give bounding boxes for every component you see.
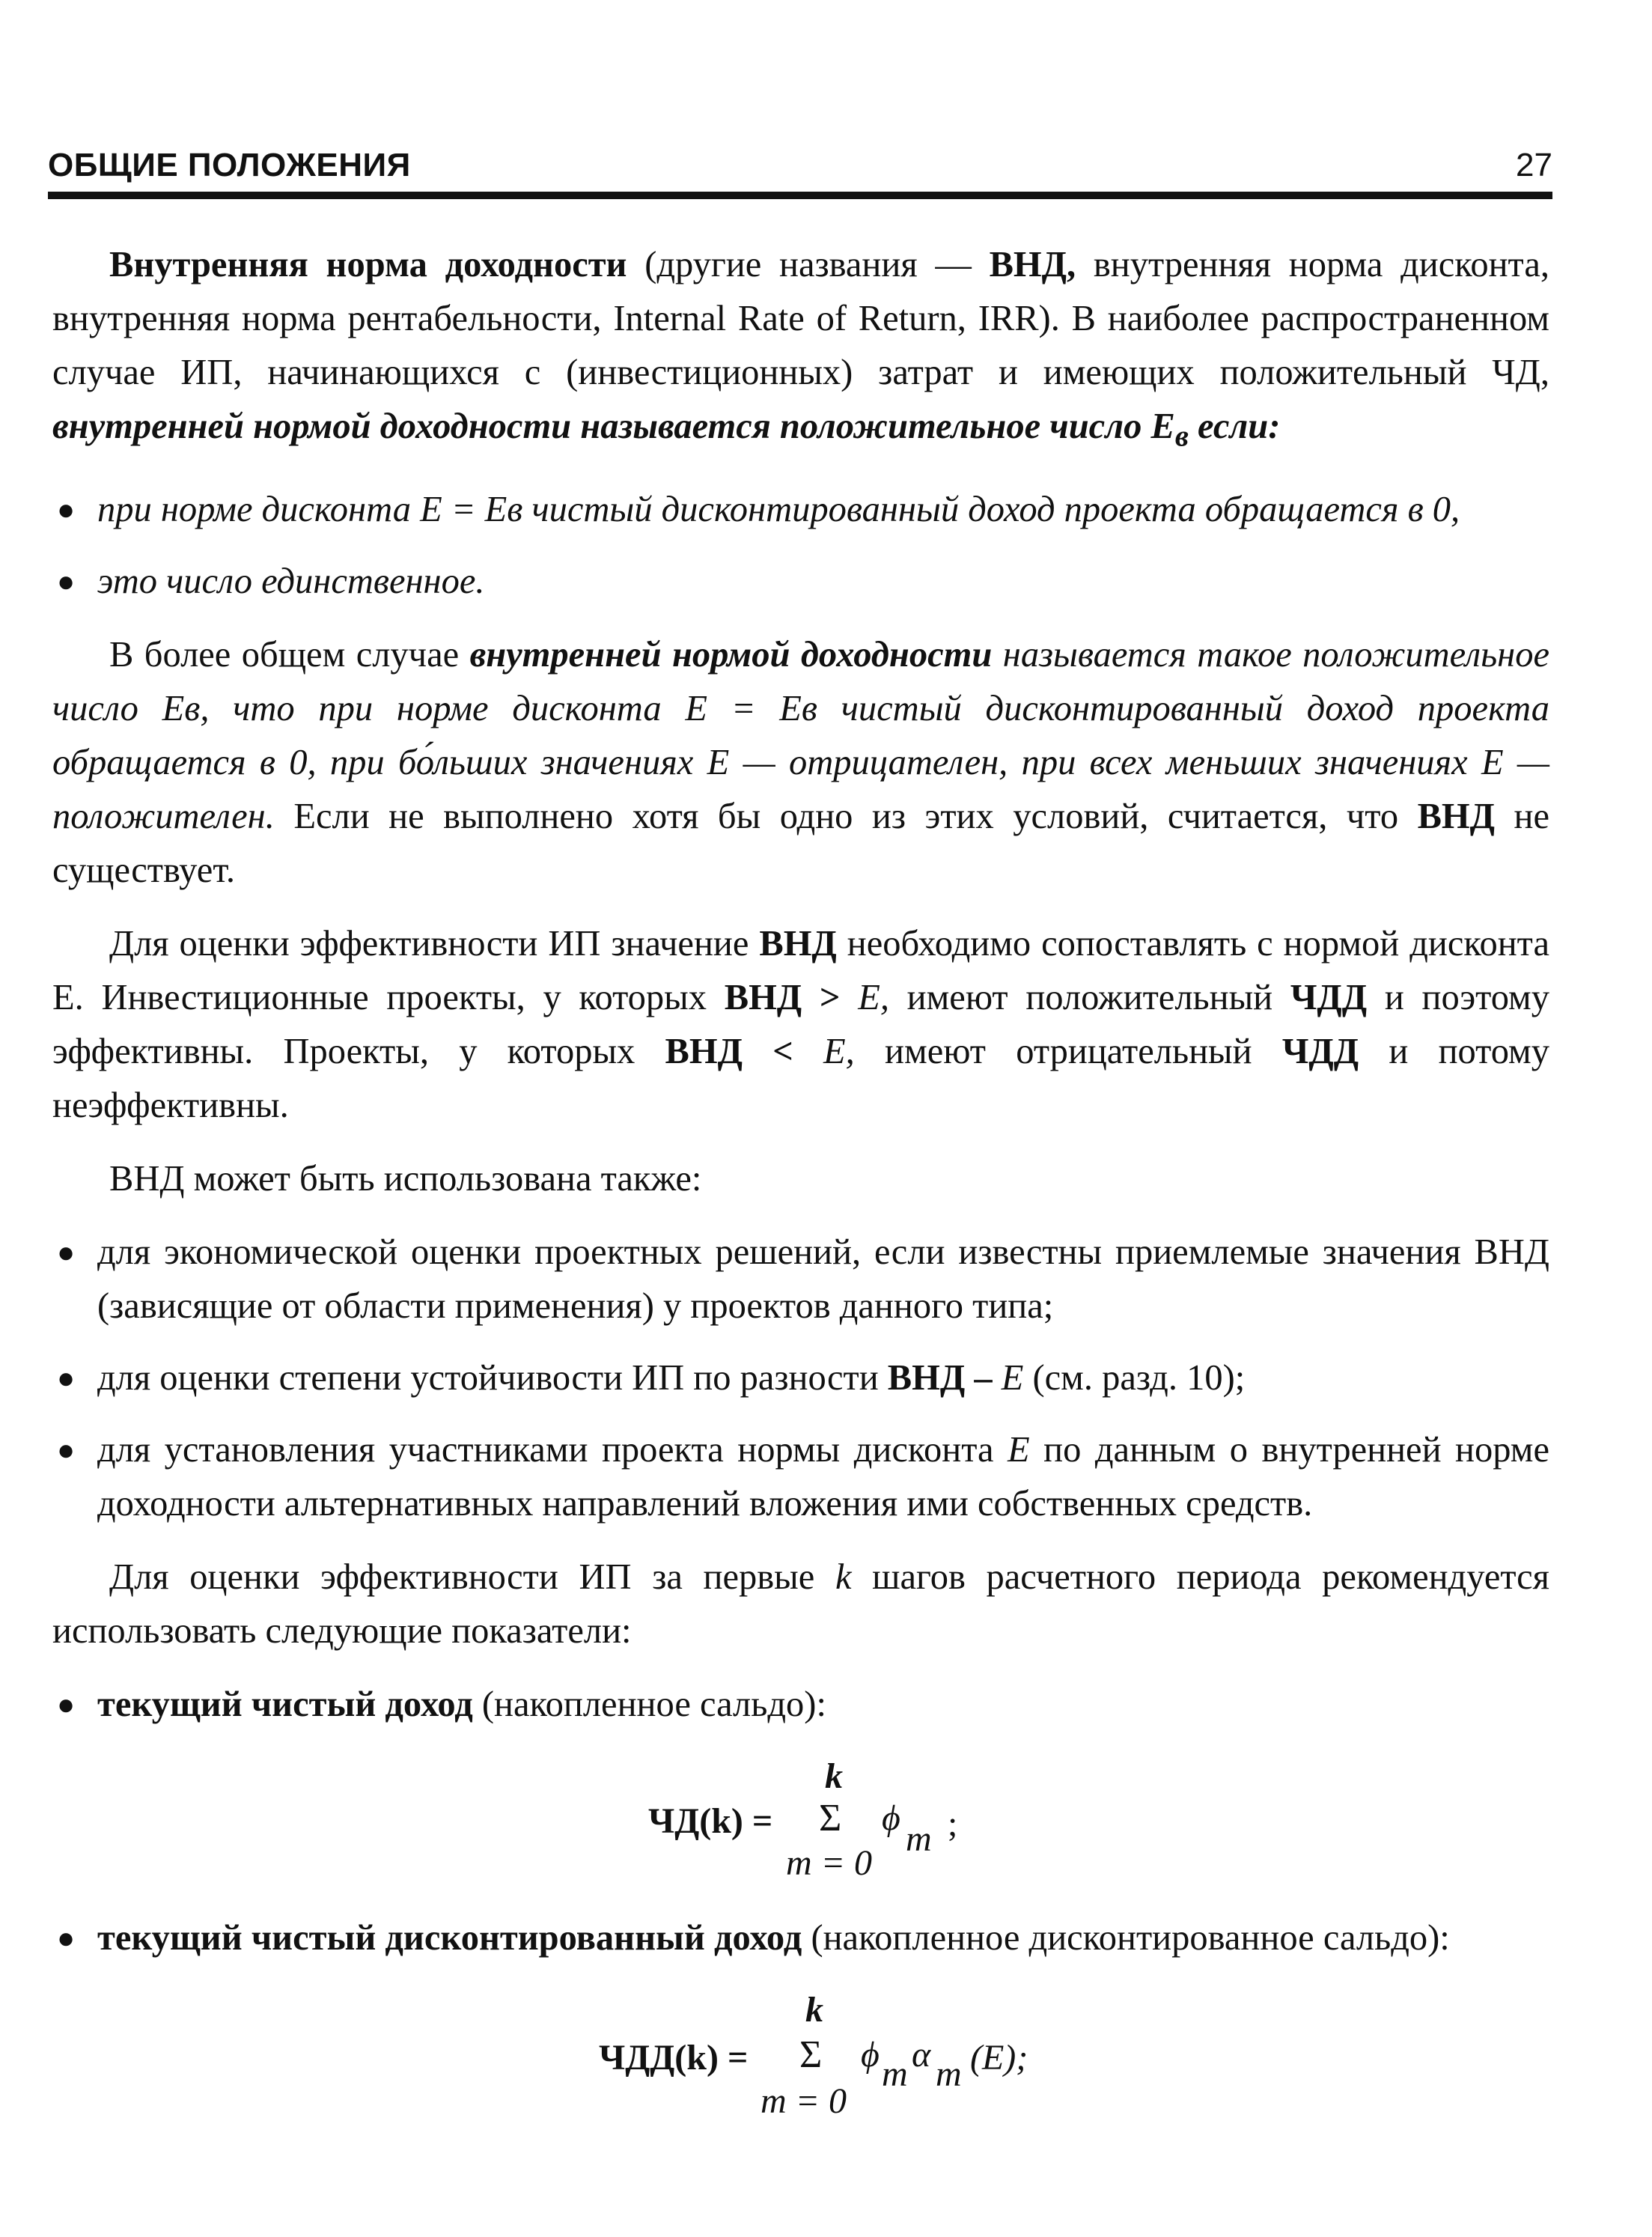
page-number: 27	[1516, 147, 1552, 183]
formula-subscript: m	[882, 2054, 908, 2094]
bullet-icon: ●	[57, 1235, 76, 1269]
page-body	[52, 238, 1549, 2145]
phi-symbol: ϕ	[882, 1798, 900, 1838]
list-item-text: для оценки степени устойчивости ИП по разности	[97, 1357, 888, 1398]
formula-lhs: ЧД(k) =	[648, 1801, 773, 1841]
bullet-icon: ●	[57, 1920, 76, 1955]
term-vnd: ВНД	[1417, 796, 1496, 836]
paragraph-general-case	[52, 628, 1549, 898]
alpha-symbol: α	[912, 2034, 931, 2075]
list-item	[52, 1678, 1549, 1732]
bullet-list-indicators	[52, 1678, 1549, 1732]
list-item	[52, 1423, 1549, 1531]
text: Для оценки эффективности ИП значение	[109, 923, 760, 964]
term-vnd: ВНД <	[665, 1031, 793, 1071]
text: В более общем случае	[109, 634, 470, 675]
bullet-icon: ●	[57, 1432, 76, 1467]
bullet-list-indicators-2	[52, 1911, 1549, 1965]
formula-end: ;	[948, 1804, 958, 1844]
term-chdd: ЧДД	[1281, 1031, 1359, 1071]
list-item-text: (накопленное сальдо):	[472, 1684, 826, 1724]
list-item-text: по данным о внутренней норме доходности альтернативных направлений вложения ими собственных средств.	[97, 1429, 1549, 1524]
bullet-icon: ●	[57, 564, 76, 598]
list-item	[52, 1911, 1549, 1965]
text: имеют отрицательный	[854, 1031, 1282, 1071]
text: (другие названия —	[627, 245, 990, 284]
definition-text: если:	[1188, 407, 1281, 446]
bullet-list-uses	[52, 1226, 1549, 1531]
formula-chd	[52, 1750, 1549, 1884]
symbol-e: E	[1008, 1429, 1030, 1470]
list-item-text: для экономической оценки проектных решений, если известны приемлемые значения ВНД (зависящие от области применения) у проектов данного типа;	[97, 1232, 1549, 1326]
formula-subscript: m	[936, 2054, 962, 2094]
symbol-e: E	[992, 1357, 1024, 1398]
text: Для оценки эффективности ИП за первые	[109, 1556, 835, 1597]
formula-lhs: ЧДД(k) =	[599, 2037, 749, 2078]
text: не существует.	[52, 796, 1549, 890]
paragraph-indicators	[52, 1550, 1549, 1658]
text: и потому неэффективны.	[52, 1031, 1549, 1125]
text: внутренняя норма дисконта, внутренняя норма рентабельности, Internal Rate of Return, IRR). В наиболее распространенном случае ИП, начинающихся с (инвестиционных) затрат и имеющих положительный ЧД,	[52, 245, 1549, 392]
text: необходимо сопоставлять с нормой дисконта Е. Инвестиционные проекты, у которых	[52, 923, 1549, 1017]
formula-chdd	[52, 1983, 1549, 2121]
term-chdd: ЧДД	[1290, 977, 1368, 1017]
bullet-icon: ●	[57, 1360, 76, 1395]
page-header	[48, 147, 1552, 192]
formula-lower-limit: m = 0	[786, 1842, 873, 1883]
list-item-text: это число единственное.	[97, 561, 485, 601]
formula-upper-limit: k	[825, 1756, 843, 1796]
term-emphasis: внутренней нормой доходности	[469, 634, 993, 675]
bullet-list-conditions	[52, 483, 1549, 609]
paragraph-vnd-uses: ВНД может быть использована также:	[109, 1158, 702, 1199]
list-item	[52, 1226, 1549, 1333]
list-item-text: (накопленное дисконтированное сальдо):	[802, 1917, 1450, 1958]
term-vnd: ВНД,	[989, 245, 1076, 284]
formula-lower-limit: m = 0	[761, 2081, 847, 2121]
subscript: в	[1174, 419, 1189, 453]
formula-end: (E);	[970, 2037, 1028, 2078]
symbol-k: k	[835, 1556, 852, 1597]
list-item-text: при норме дисконта E = Eв чистый дисконтированный доход проекта обращается в 0,	[97, 489, 1460, 529]
bullet-icon: ●	[57, 492, 76, 526]
text: Если не выполнено хотя бы одно из этих условий, считается, что	[274, 796, 1418, 836]
header-rule	[48, 192, 1552, 199]
symbol-e: E,	[793, 1031, 855, 1071]
definition-text: называется положительное число E	[571, 407, 1175, 446]
text: шагов расчетного периода рекомендуется использовать следующие показатели:	[52, 1556, 1549, 1651]
paragraph-comparison	[52, 917, 1549, 1133]
section-title: ОБЩИЕ ПОЛОЖЕНИЯ	[48, 147, 411, 183]
term-vnd: ВНД >	[724, 977, 841, 1017]
sigma-symbol: Σ	[799, 2033, 823, 2076]
term-vnd: ВНД	[759, 923, 837, 964]
list-item-text: для установления участниками проекта нормы дисконта	[97, 1429, 1008, 1470]
paragraph-irr-definition	[52, 238, 1549, 463]
phi-symbol: ϕ	[861, 2034, 880, 2075]
term-emphasis: текущий чистый доход	[97, 1684, 473, 1724]
list-item	[52, 555, 1549, 609]
formula-upper-limit: k	[805, 1989, 823, 2030]
symbol-e: E,	[840, 977, 889, 1017]
term-vnd: ВНД –	[887, 1357, 993, 1398]
definition-text: называется такое положительное число Eв, что при норме дисконта E = Eв чистый дисконтированный доход проекта обращается в 0, при бо́льших значениях E — отрицателен, при всех меньших значениях E — положителен.	[52, 634, 1549, 836]
list-item	[52, 483, 1549, 537]
formula-subscript: m	[906, 1818, 932, 1859]
sigma-symbol: Σ	[819, 1796, 842, 1839]
bullet-icon: ●	[57, 1687, 76, 1721]
text: и поэтому эффективны. Проекты, у которых	[52, 977, 1549, 1071]
list-item-text: (см. разд. 10);	[1023, 1357, 1246, 1398]
list-item	[52, 1351, 1549, 1405]
term-emphasis: текущий чистый дисконтированный доход	[97, 1917, 802, 1958]
text: имеют положительный	[889, 977, 1290, 1017]
term-irr: Внутренняя норма доходности	[109, 245, 627, 284]
term-emphasis: внутренней нормой доходности	[52, 407, 572, 446]
